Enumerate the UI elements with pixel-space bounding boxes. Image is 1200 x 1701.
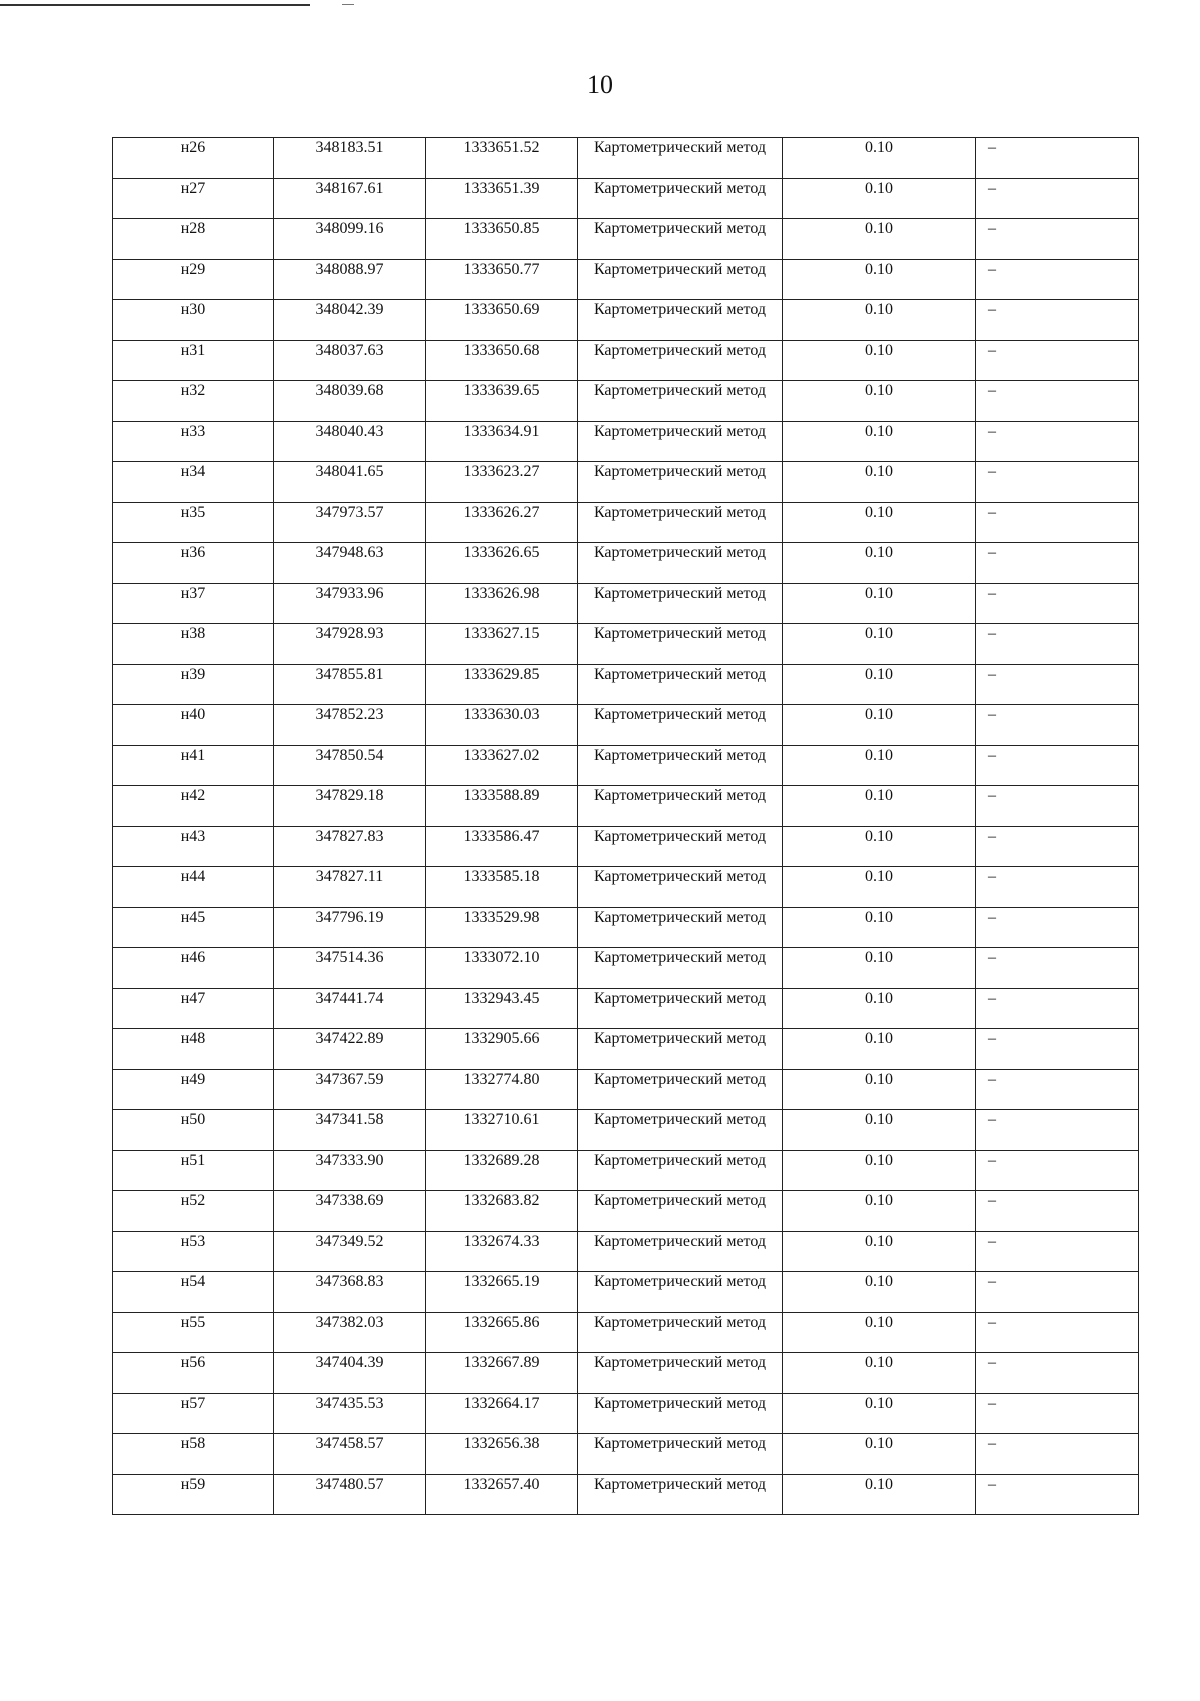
y-coordinate-cell: 1333650.77: [426, 259, 578, 300]
x-coordinate-cell: 347338.69: [274, 1191, 426, 1232]
coordinates-table: [112, 137, 1139, 1515]
y-coordinate-cell: 1332665.19: [426, 1272, 578, 1313]
table-row: [113, 1029, 1139, 1070]
table-row: [113, 948, 1139, 989]
method-cell: [578, 1191, 783, 1232]
x-coordinate-cell: 347852.23: [274, 705, 426, 746]
method-text: Картометрический метод: [593, 301, 767, 318]
point-cell: н41: [113, 745, 274, 786]
method-text: Картометрический метод: [593, 1313, 767, 1331]
table-row: [113, 786, 1139, 827]
point-cell: н34: [113, 462, 274, 503]
method-cell: [578, 1150, 783, 1191]
y-coordinate-cell: 1332905.66: [426, 1029, 578, 1070]
y-coordinate-cell: 1332674.33: [426, 1231, 578, 1272]
method-text: Картометрический метод: [593, 179, 767, 197]
note-cell: –: [976, 1069, 1139, 1110]
accuracy-cell: 0.10: [783, 826, 976, 867]
y-coordinate-cell: 1333639.65: [426, 381, 578, 422]
method-cell: [578, 664, 783, 705]
y-coordinate-cell: 1333588.89: [426, 786, 578, 827]
x-coordinate-cell: 347827.83: [274, 826, 426, 867]
y-coordinate-cell: 1333529.98: [426, 907, 578, 948]
y-coordinate-cell: 1333626.65: [426, 543, 578, 584]
x-coordinate-cell: 347341.58: [274, 1110, 426, 1151]
method-text: Картометрический метод: [593, 949, 767, 966]
method-text: Картометрический метод: [593, 139, 767, 156]
note-cell: –: [976, 1434, 1139, 1475]
table-row: [113, 826, 1139, 867]
page-number: 10: [587, 70, 613, 99]
y-coordinate-cell: 1333629.85: [426, 664, 578, 705]
y-coordinate-cell: 1332774.80: [426, 1069, 578, 1110]
accuracy-cell: 0.10: [783, 988, 976, 1029]
method-text: Картометрический метод: [593, 544, 767, 561]
point-cell: н56: [113, 1353, 274, 1394]
note-cell: –: [976, 1312, 1139, 1353]
accuracy-cell: 0.10: [783, 1474, 976, 1515]
accuracy-cell: 0.10: [783, 259, 976, 300]
note-cell: –: [976, 1231, 1139, 1272]
method-text: Картометрический метод: [593, 463, 767, 480]
point-cell: н32: [113, 381, 274, 422]
method-cell: [578, 462, 783, 503]
table-row: [113, 1150, 1139, 1191]
note-cell: –: [976, 1150, 1139, 1191]
accuracy-cell: 0.10: [783, 948, 976, 989]
method-cell: [578, 948, 783, 989]
method-cell: [578, 1353, 783, 1394]
method-text: Картометрический метод: [593, 503, 767, 521]
note-cell: –: [976, 178, 1139, 219]
method-cell: [578, 583, 783, 624]
method-text: Картометрический метод: [593, 1273, 767, 1290]
x-coordinate-cell: 348041.65: [274, 462, 426, 503]
method-cell: [578, 1393, 783, 1434]
table-row: [113, 705, 1139, 746]
method-cell: [578, 138, 783, 179]
note-cell: –: [976, 259, 1139, 300]
method-text: Картометрический метод: [593, 989, 767, 1007]
note-cell: –: [976, 583, 1139, 624]
x-coordinate-cell: 347973.57: [274, 502, 426, 543]
x-coordinate-cell: 347349.52: [274, 1231, 426, 1272]
method-text: Картометрический метод: [593, 827, 767, 845]
note-cell: –: [976, 219, 1139, 260]
note-cell: –: [976, 705, 1139, 746]
note-cell: –: [976, 786, 1139, 827]
note-cell: –: [976, 988, 1139, 1029]
method-cell: [578, 219, 783, 260]
y-coordinate-cell: 1332664.17: [426, 1393, 578, 1434]
accuracy-cell: 0.10: [783, 502, 976, 543]
y-coordinate-cell: 1333650.69: [426, 300, 578, 341]
x-coordinate-cell: 347948.63: [274, 543, 426, 584]
x-coordinate-cell: 347850.54: [274, 745, 426, 786]
y-coordinate-cell: 1332683.82: [426, 1191, 578, 1232]
note-cell: –: [976, 1474, 1139, 1515]
method-cell: [578, 1029, 783, 1070]
method-text: Картометрический метод: [593, 665, 767, 683]
point-cell: н54: [113, 1272, 274, 1313]
y-coordinate-cell: 1332667.89: [426, 1353, 578, 1394]
method-cell: [578, 178, 783, 219]
accuracy-cell: 0.10: [783, 219, 976, 260]
x-coordinate-cell: 347458.57: [274, 1434, 426, 1475]
accuracy-cell: 0.10: [783, 1312, 976, 1353]
x-coordinate-cell: 348167.61: [274, 178, 426, 219]
method-text: Картометрический метод: [593, 746, 767, 764]
y-coordinate-cell: 1333651.39: [426, 178, 578, 219]
x-coordinate-cell: 347829.18: [274, 786, 426, 827]
point-cell: н36: [113, 543, 274, 584]
table-row: [113, 1434, 1139, 1475]
method-cell: [578, 1434, 783, 1475]
table-row: [113, 219, 1139, 260]
note-cell: –: [976, 624, 1139, 665]
table-row: [113, 1393, 1139, 1434]
accuracy-cell: 0.10: [783, 543, 976, 584]
point-cell: н37: [113, 583, 274, 624]
method-text: Картометрический метод: [593, 1232, 767, 1250]
method-cell: [578, 907, 783, 948]
accuracy-cell: 0.10: [783, 705, 976, 746]
table-row: [113, 502, 1139, 543]
method-text: Картометрический метод: [593, 260, 767, 278]
method-text: Картометрический метод: [593, 787, 767, 804]
x-coordinate-cell: 347796.19: [274, 907, 426, 948]
table-row: [113, 178, 1139, 219]
y-coordinate-cell: 1332657.40: [426, 1474, 578, 1515]
point-cell: н44: [113, 867, 274, 908]
accuracy-cell: 0.10: [783, 786, 976, 827]
method-text: Картометрический метод: [593, 382, 767, 399]
y-coordinate-cell: 1333650.85: [426, 219, 578, 260]
accuracy-cell: 0.10: [783, 138, 976, 179]
table-row: [113, 1110, 1139, 1151]
accuracy-cell: 0.10: [783, 1150, 976, 1191]
method-cell: [578, 786, 783, 827]
table-row: [113, 867, 1139, 908]
method-cell: [578, 381, 783, 422]
table-row: [113, 543, 1139, 584]
x-coordinate-cell: 347382.03: [274, 1312, 426, 1353]
accuracy-cell: 0.10: [783, 381, 976, 422]
note-cell: –: [976, 300, 1139, 341]
method-text: Картометрический метод: [593, 1192, 767, 1209]
method-cell: [578, 867, 783, 908]
x-coordinate-cell: 347404.39: [274, 1353, 426, 1394]
y-coordinate-cell: 1333585.18: [426, 867, 578, 908]
accuracy-cell: 0.10: [783, 1191, 976, 1232]
point-cell: н31: [113, 340, 274, 381]
method-text: Картометрический метод: [593, 625, 767, 642]
note-cell: –: [976, 138, 1139, 179]
method-cell: [578, 300, 783, 341]
method-text: Картометрический метод: [593, 706, 767, 723]
table-row: [113, 1272, 1139, 1313]
method-cell: [578, 988, 783, 1029]
accuracy-cell: 0.10: [783, 1272, 976, 1313]
table-row: [113, 1474, 1139, 1515]
method-cell: [578, 1272, 783, 1313]
point-cell: н58: [113, 1434, 274, 1475]
method-text: Картометрический метод: [593, 1354, 767, 1371]
x-coordinate-cell: 348040.43: [274, 421, 426, 462]
point-cell: н42: [113, 786, 274, 827]
y-coordinate-cell: 1333586.47: [426, 826, 578, 867]
point-cell: н49: [113, 1069, 274, 1110]
method-cell: [578, 826, 783, 867]
x-coordinate-cell: 347441.74: [274, 988, 426, 1029]
table-row: [113, 300, 1139, 341]
point-cell: н28: [113, 219, 274, 260]
y-coordinate-cell: 1333072.10: [426, 948, 578, 989]
point-cell: н47: [113, 988, 274, 1029]
table-row: [113, 138, 1139, 179]
point-cell: н40: [113, 705, 274, 746]
point-cell: н29: [113, 259, 274, 300]
note-cell: –: [976, 1191, 1139, 1232]
y-coordinate-cell: 1333634.91: [426, 421, 578, 462]
point-cell: н39: [113, 664, 274, 705]
method-cell: [578, 259, 783, 300]
accuracy-cell: 0.10: [783, 867, 976, 908]
accuracy-cell: 0.10: [783, 178, 976, 219]
accuracy-cell: 0.10: [783, 907, 976, 948]
y-coordinate-cell: 1332665.86: [426, 1312, 578, 1353]
method-text: Картометрический метод: [593, 1030, 767, 1047]
table-row: [113, 340, 1139, 381]
note-cell: –: [976, 421, 1139, 462]
point-cell: н50: [113, 1110, 274, 1151]
accuracy-cell: 0.10: [783, 745, 976, 786]
point-cell: н26: [113, 138, 274, 179]
y-coordinate-cell: 1333630.03: [426, 705, 578, 746]
note-cell: –: [976, 462, 1139, 503]
y-coordinate-cell: 1332689.28: [426, 1150, 578, 1191]
table-row: [113, 259, 1139, 300]
method-cell: [578, 1110, 783, 1151]
x-coordinate-cell: 348039.68: [274, 381, 426, 422]
method-cell: [578, 745, 783, 786]
point-cell: н55: [113, 1312, 274, 1353]
accuracy-cell: 0.10: [783, 624, 976, 665]
point-cell: н27: [113, 178, 274, 219]
note-cell: –: [976, 543, 1139, 584]
note-cell: –: [976, 745, 1139, 786]
table-row: [113, 664, 1139, 705]
table-row: [113, 1353, 1139, 1394]
note-cell: –: [976, 867, 1139, 908]
accuracy-cell: 0.10: [783, 1434, 976, 1475]
y-coordinate-cell: 1333651.52: [426, 138, 578, 179]
y-coordinate-cell: 1333626.98: [426, 583, 578, 624]
x-coordinate-cell: 347333.90: [274, 1150, 426, 1191]
method-text: Картометрический метод: [593, 584, 767, 602]
method-text: Картометрический метод: [593, 1475, 767, 1493]
accuracy-cell: 0.10: [783, 664, 976, 705]
note-cell: –: [976, 907, 1139, 948]
accuracy-cell: 0.10: [783, 340, 976, 381]
point-cell: н45: [113, 907, 274, 948]
note-cell: –: [976, 948, 1139, 989]
x-coordinate-cell: 348042.39: [274, 300, 426, 341]
accuracy-cell: 0.10: [783, 1393, 976, 1434]
y-coordinate-cell: 1333626.27: [426, 502, 578, 543]
method-text: Картометрический метод: [593, 1435, 767, 1452]
table-row: [113, 421, 1139, 462]
method-text: Картометрический метод: [593, 1111, 767, 1128]
table-row: [113, 907, 1139, 948]
accuracy-cell: 0.10: [783, 421, 976, 462]
point-cell: н43: [113, 826, 274, 867]
method-text: Картометрический метод: [593, 341, 767, 359]
point-cell: н30: [113, 300, 274, 341]
table-row: [113, 988, 1139, 1029]
method-text: Картометрический метод: [593, 422, 767, 440]
note-cell: –: [976, 1029, 1139, 1070]
y-coordinate-cell: 1333627.15: [426, 624, 578, 665]
method-cell: [578, 1474, 783, 1515]
method-cell: [578, 624, 783, 665]
method-text: Картометрический метод: [593, 868, 767, 885]
y-coordinate-cell: 1333627.02: [426, 745, 578, 786]
point-cell: н38: [113, 624, 274, 665]
note-cell: –: [976, 340, 1139, 381]
accuracy-cell: 0.10: [783, 583, 976, 624]
point-cell: н46: [113, 948, 274, 989]
point-cell: н52: [113, 1191, 274, 1232]
accuracy-cell: 0.10: [783, 462, 976, 503]
method-text: Картометрический метод: [593, 908, 767, 926]
x-coordinate-cell: 348183.51: [274, 138, 426, 179]
x-coordinate-cell: 347367.59: [274, 1069, 426, 1110]
method-cell: [578, 543, 783, 584]
point-cell: н57: [113, 1393, 274, 1434]
point-cell: н59: [113, 1474, 274, 1515]
x-coordinate-cell: 347928.93: [274, 624, 426, 665]
x-coordinate-cell: 348037.63: [274, 340, 426, 381]
x-coordinate-cell: 347435.53: [274, 1393, 426, 1434]
note-cell: –: [976, 1272, 1139, 1313]
table-row: [113, 1191, 1139, 1232]
y-coordinate-cell: 1333650.68: [426, 340, 578, 381]
y-coordinate-cell: 1332656.38: [426, 1434, 578, 1475]
y-coordinate-cell: 1332710.61: [426, 1110, 578, 1151]
method-text: Картометрический метод: [593, 1394, 767, 1412]
accuracy-cell: 0.10: [783, 1069, 976, 1110]
point-cell: н48: [113, 1029, 274, 1070]
method-cell: [578, 421, 783, 462]
table-row: [113, 583, 1139, 624]
x-coordinate-cell: 347855.81: [274, 664, 426, 705]
x-coordinate-cell: 347827.11: [274, 867, 426, 908]
note-cell: –: [976, 1353, 1139, 1394]
table-body: [113, 138, 1139, 1515]
note-cell: –: [976, 502, 1139, 543]
note-cell: –: [976, 826, 1139, 867]
x-coordinate-cell: 348088.97: [274, 259, 426, 300]
scan-artifact-line: [0, 4, 310, 6]
accuracy-cell: 0.10: [783, 300, 976, 341]
accuracy-cell: 0.10: [783, 1110, 976, 1151]
method-cell: [578, 705, 783, 746]
method-cell: [578, 340, 783, 381]
method-text: Картометрический метод: [593, 1151, 767, 1169]
table-row: [113, 745, 1139, 786]
method-text: Картометрический метод: [593, 220, 767, 237]
table-row: [113, 624, 1139, 665]
point-cell: н51: [113, 1150, 274, 1191]
method-cell: [578, 1069, 783, 1110]
note-cell: –: [976, 664, 1139, 705]
table-row: [113, 1231, 1139, 1272]
accuracy-cell: 0.10: [783, 1353, 976, 1394]
x-coordinate-cell: 347933.96: [274, 583, 426, 624]
method-cell: [578, 1312, 783, 1353]
method-text: Картометрический метод: [593, 1070, 767, 1088]
table-row: [113, 462, 1139, 503]
x-coordinate-cell: 347480.57: [274, 1474, 426, 1515]
point-cell: н35: [113, 502, 274, 543]
x-coordinate-cell: 347514.36: [274, 948, 426, 989]
x-coordinate-cell: 348099.16: [274, 219, 426, 260]
table-row: [113, 381, 1139, 422]
note-cell: –: [976, 381, 1139, 422]
x-coordinate-cell: 347368.83: [274, 1272, 426, 1313]
accuracy-cell: 0.10: [783, 1231, 976, 1272]
note-cell: –: [976, 1110, 1139, 1151]
table-row: [113, 1312, 1139, 1353]
scan-artifact-dash: [342, 4, 354, 5]
method-cell: [578, 1231, 783, 1272]
x-coordinate-cell: 347422.89: [274, 1029, 426, 1070]
note-cell: –: [976, 1393, 1139, 1434]
point-cell: н33: [113, 421, 274, 462]
y-coordinate-cell: 1333623.27: [426, 462, 578, 503]
accuracy-cell: 0.10: [783, 1029, 976, 1070]
table-row: [113, 1069, 1139, 1110]
point-cell: н53: [113, 1231, 274, 1272]
method-cell: [578, 502, 783, 543]
y-coordinate-cell: 1332943.45: [426, 988, 578, 1029]
